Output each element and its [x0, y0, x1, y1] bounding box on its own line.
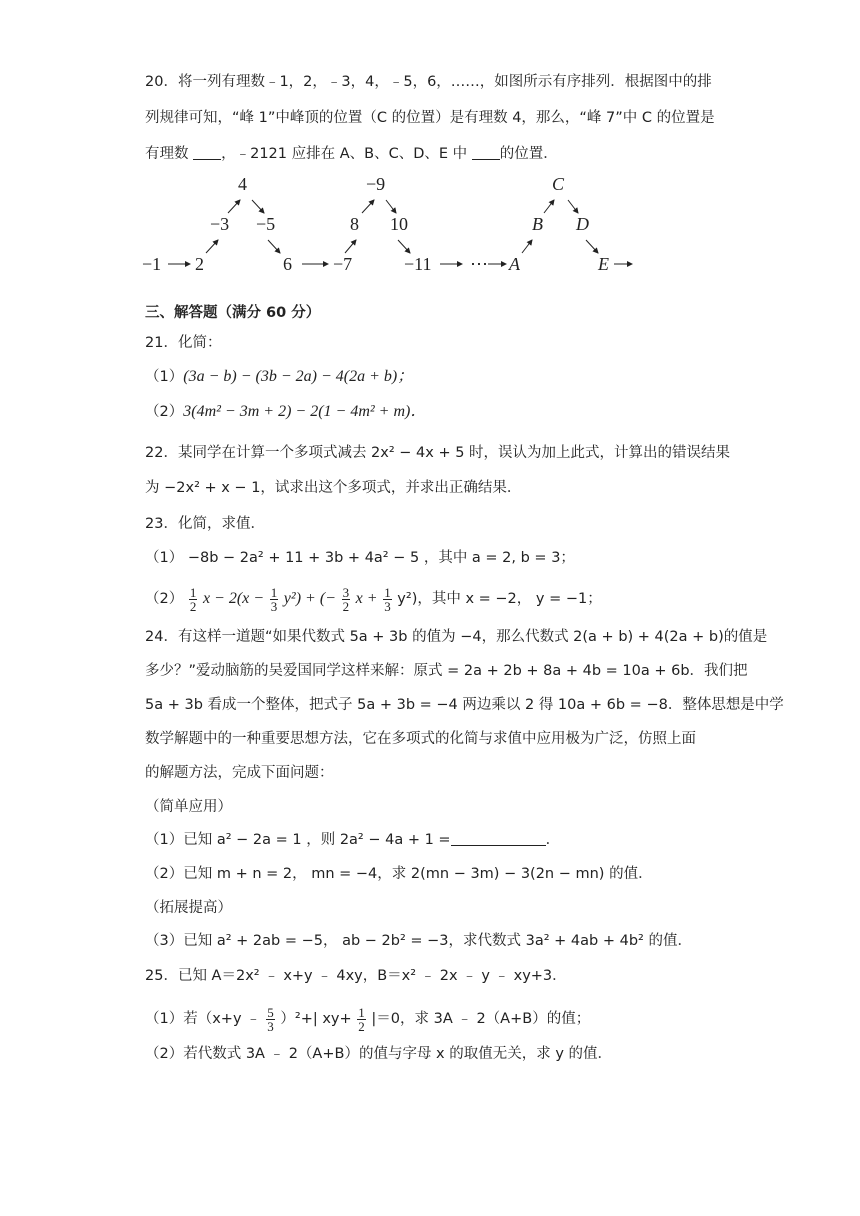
q24-line5: 的解题方法，完成下面问题： [145, 765, 334, 781]
section-title: 三、解答题（满分 60 分） [145, 305, 321, 321]
fraction-three-halves: $\frac{3}{2}$ [342, 584, 350, 614]
q24-line1: 24．有这样一道题“如果代数式 5a + 3b 的值为 −4，那么代数式 2(a + b) + 4(2a + b)的值是 [145, 629, 768, 645]
diagram-label-E: E [598, 254, 609, 274]
diagram-label-neg3: −3 [210, 214, 230, 234]
q23-p2-label: （2） [145, 591, 184, 607]
q22-line2: 为 −2x² + x − 1，试求出这个多项式，并求出正确结果． [145, 480, 522, 496]
q25-part1 [145, 1004, 590, 1034]
q21-p2-label: （2） [145, 404, 184, 420]
q21-p1-label: （1） [145, 369, 184, 385]
diagram-label-B: B [532, 214, 543, 234]
diagram-label-neg5: −5 [256, 214, 276, 234]
q21-p1-expr: (3a − b) − (3b − 2a) − 4(2a + b)； [183, 368, 414, 385]
q23-part1: （1） −8b − 2a² + 11 + 3b + 4a² − 5 ，其中 a = 2, b = 3； [145, 550, 575, 566]
q24-sub-extend: （拓展提高） [145, 900, 232, 916]
diagram-label-10: 10 [390, 214, 408, 234]
q24-line2: 多少？”爱动脑筋的吴爱国同学这样来解：原式 = 2a + 2b + 8a + 4b = 10a + 6b．我们把 [145, 663, 748, 679]
q21-part1 [145, 367, 413, 387]
q23-p2-a: x − 2(x − [202, 590, 265, 607]
q20-line3 [145, 144, 558, 164]
peak-diagram [140, 170, 640, 282]
fraction-one-half-2: $\frac{1}{2}$ [358, 1004, 365, 1034]
q25-p1-b: ）²+| xy+ [280, 1011, 352, 1027]
q25-part2: （2）若代数式 3A ﹣ 2（A+B）的值与字母 x 的取值无关，求 y 的值． [145, 1046, 613, 1062]
q24-part1: （1）已知 a² − 2a = 1 ，则 2a² − 4a + 1 = ． [145, 832, 561, 848]
fraction-one-third: $\frac{1}{3}$ [270, 584, 278, 614]
q25-p1-c: |＝0，求 3A ﹣ 2（A+B）的值； [371, 1011, 591, 1027]
q20-line3c: 的位置． [499, 146, 558, 162]
diagram-label-A: A [509, 254, 520, 274]
q25-line1: 25．已知 A＝2x² ﹣ x+y ﹣ 4xy，B＝x² ﹣ 2x ﹣ y ﹣ xy+3． [145, 968, 567, 984]
q24-line3: 5a + 3b 看成一个整体，把式子 5a + 3b = −4 两边乘以 2 得 10a + 6b = −8．整体思想是中学 [145, 697, 784, 713]
q25-p1-a: （1）若（x+y ﹣ [145, 1011, 261, 1027]
q24-part3: （3）已知 a² + 2ab = −5， ab − 2b² = −3，求代数式 3a² + 4ab + 4b² 的值． [145, 933, 692, 949]
diagram-label-C: C [552, 174, 565, 194]
q24-line4: 数学解题中的一种重要思想方法，它在多项式的化简与求值中应用极为广泛，仿照上面 [145, 731, 696, 747]
fraction-five-thirds: $\frac{5}{3}$ [267, 1004, 274, 1034]
fraction-one-half: $\frac{1}{2}$ [189, 584, 197, 614]
q24-p1-text: （1）已知 a² − 2a = 1 ，则 2a² − 4a + 1 = [145, 832, 451, 848]
diagram-label-6: 6 [283, 254, 292, 274]
q23-title: 23．化简，求值． [145, 516, 265, 532]
q23-p2-c: x + [355, 590, 378, 607]
diagram-label-2: 2 [195, 254, 204, 274]
diagram-label-neg9: −9 [366, 174, 386, 194]
diagram-label-8: 8 [350, 214, 359, 234]
q22-line1: 22．某同学在计算一个多项式减去 2x² − 4x + 5 时，误认为加上此式，计算出的错误结果 [145, 445, 731, 461]
q20-line3a: 有理数 [145, 146, 189, 162]
q23-p2-b: y²) + (− [283, 590, 336, 607]
q21-p2-expr: 3(4m² − 3m + 2) − 2(1 − 4m² + m)． [183, 403, 427, 420]
diagram-label-neg7: −7 [333, 254, 353, 274]
q23-part2 [145, 584, 602, 614]
fraction-one-third-2: $\frac{1}{3}$ [384, 584, 391, 614]
answer-blank-1[interactable] [193, 145, 221, 160]
q20-line1: 20．将一列有理数﹣1，2，﹣3，4，﹣5，6，……，如图所示有序排列．根据图中的排 [145, 74, 712, 90]
diagram-label-neg1: −1 [142, 254, 162, 274]
q21-title: 21．化简： [145, 335, 222, 351]
q24-sub-simple: （简单应用） [145, 799, 232, 815]
diagram-ellipsis: ⋯ [470, 254, 488, 274]
q20-line3b: ，﹣2121 应排在 A、B、C、D、E 中 [221, 146, 468, 162]
q21-part2 [145, 402, 426, 422]
q23-p2-d: y²)，其中 x = −2， y = −1； [397, 591, 602, 607]
answer-blank-3[interactable] [451, 831, 546, 846]
diagram-label-D: D [576, 214, 589, 234]
q24-part2: （2）已知 m + n = 2， mn = −4，求 2(mn − 3m) − 3(2n − mn) 的值． [145, 866, 653, 882]
answer-blank-2[interactable] [472, 145, 500, 160]
diagram-label-neg11: −11 [404, 254, 432, 274]
diagram-label-4: 4 [238, 174, 247, 194]
q20-line2: 列规律可知，“峰 1”中峰顶的位置（C 的位置）是有理数 4，那么，“峰 7”中 C 的位置是 [145, 110, 715, 126]
